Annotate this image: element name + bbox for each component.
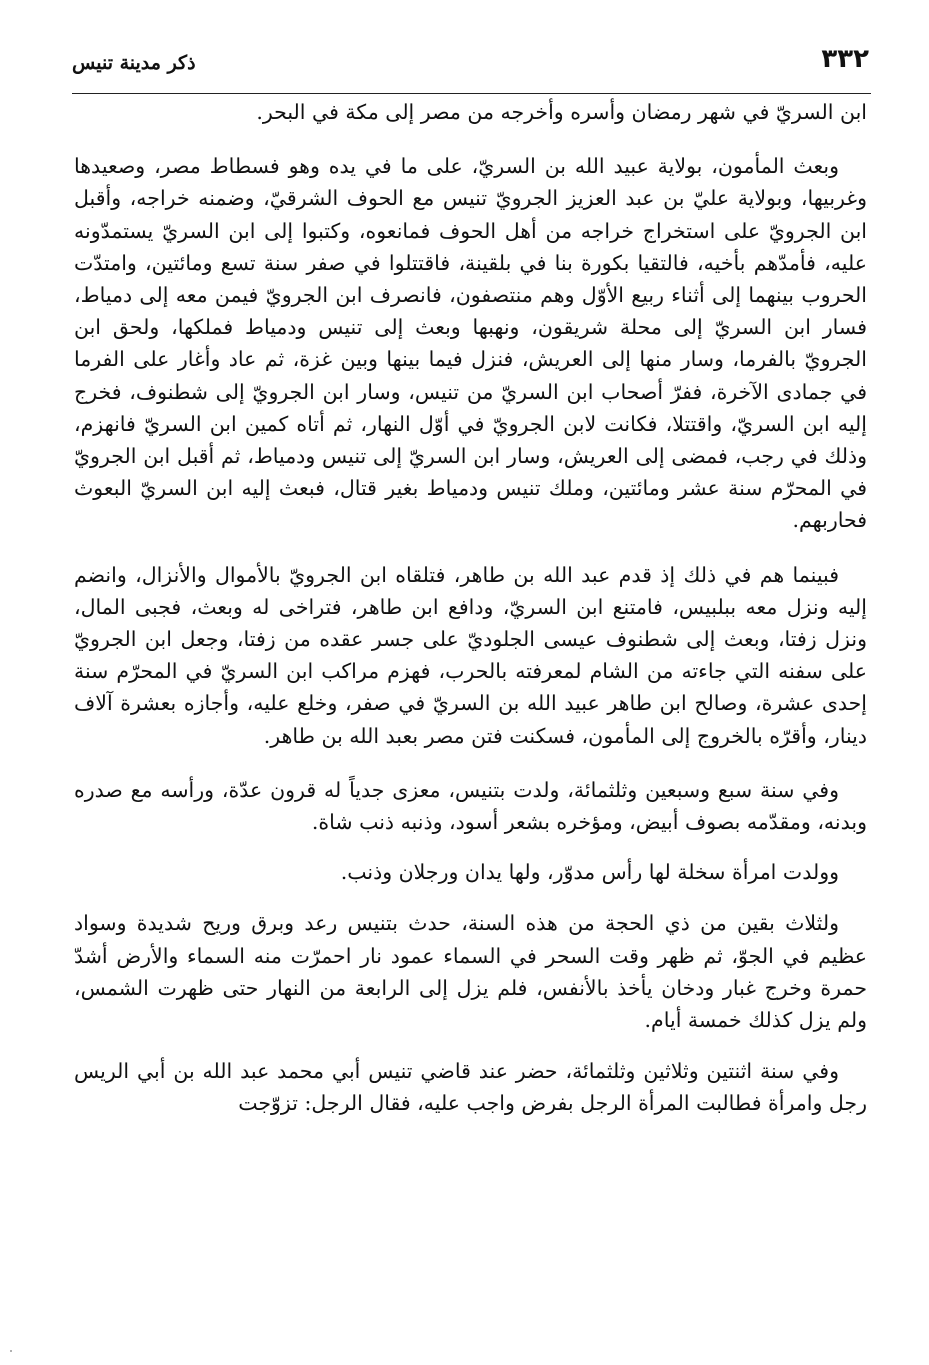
paragraph: ولثلاث بقين من ذي الحجة من هذه السنة، حدث بتنيس رعد وبرق وريح شديدة وسواد عظيم في الجوّ، ثم ظهر وقت السحر في السماء عمود نار احمرّت منه السماء والأرض أشدّ حمرة وخرج غبار ودخان يأخذ بالأنفس، فلم يزل إلى الرابعة من النهار حتى ظهرت الشمس، ولم يزل كذلك خمسة أيام. (74, 911, 867, 1033)
page-number: ٣٣٢ (821, 44, 869, 74)
paragraph: وبعث المأمون، بولاية عبيد الله بن السريّ، على ما في يده وهو فسطاط مصر، وصعيدها وغربيها، وبولاية عليّ بن عبد العزيز الجرويّ تنيس مع الحوف الشرقيّ، وضمنه خراجه، وأقبل ابن الجرويّ على استخراج خراجه من أهل الحوف فمانعوه، وكتبوا إلى ابن السريّ يستمدّونه عليه، فأمدّهم بأخيه، فالتقيا بكورة بنا في بلقينة، فاقتتلوا في صفر سنة تسع ومائتين، وامتدّت الحروب بينهما إلى أثناء ربيع الأوّل وهم منتصفون، فانصرف ابن الجرويّ فيمن معه إلى دمياط، فسار ابن السريّ إلى محلة شريقون، ونهبها وبعث إلى تنيس ودمياط فملكها، ولحق ابن الجرويّ بالفرما، وسار منها إلى العريش، فنزل فيما بينها وبين غزة، ثم عاد وأغار على الفرما في جمادى الآخرة، ففرّ أصحاب ابن السريّ من تنيس، وسار ابن الجرويّ إلى شطنوف، فخرج إليه ابن السريّ، واقتتلا، فكانت لابن الجرويّ في أوّل النهار، ثم أتاه كمين ابن السريّ فانهزم، وذلك في رجب، فمضى إلى العريش، وسار ابن السريّ إلى تنيس ودمياط، ثم أقبل ابن الجرويّ في المحرّم سنة عشر ومائتين، وملك تنيس ودمياط بغير قتال، فبعث إليه ابن السريّ البعوث فحاربهم. (74, 154, 867, 533)
running-title: ذكر مدينة تنيس (72, 52, 196, 74)
paragraph-continuation: ابن السريّ في شهر رمضان وأسره وأخرجه من مصر إلى مكة في البحر. (256, 100, 867, 124)
header-divider (72, 93, 871, 94)
paragraph: فبينما هم في ذلك إذ قدم عبد الله بن طاهر، فتلقاه ابن الجرويّ بالأموال والأنزال، وانضم إليه ونزل معه ببلبيس، فامتنع ابن السريّ، ودافع ابن طاهر، فتراخى له وبعث، فجبى المال، ونزل زفتا، وبعث إلى شطنوف عيسى الجلوديّ على جسر عقده من زفتا، وجعل ابن الجرويّ على سفنه التي جاءته من الشام لمعرفته بالحرب، فهزم مراكب ابن السريّ في المحرّم سنة إحدى عشرة، وصالح ابن طاهر عبيد الله بن السريّ في صفر، وخلع عليه، وأجازه بعشرة آلاف دينار، وأقرّه بالخروج إلى المأمون، فسكنت فتن مصر بعبد الله بن طاهر. (74, 562, 867, 748)
page-header (72, 34, 869, 74)
scan-speck (10, 1350, 12, 1352)
paragraph: وفي سنة سبع وسبعين وثلثمائة، ولدت بتنيس، معزى جدياً له قرون عدّة، ورأسه مع صدره وبدنه، ومقدّمه بصوف أبيض، ومؤخره بشعر أسود، وذنبه ذنب شاة. (74, 777, 867, 835)
paragraph: وولدت امرأة سخلة لها رأس مدوّر، ولها يدان ورجلان وذنب. (340, 860, 839, 885)
body-text (74, 96, 867, 1120)
paragraph: وفي سنة اثنتين وثلاثين وثلثمائة، حضر عند قاضي تنيس أبي محمد عبد الله بن أبي الريس رجل وامرأة فطالبت المرأة الرجل بفرض واجب عليه، فقال الرجل: تزوّجت (74, 1059, 867, 1116)
